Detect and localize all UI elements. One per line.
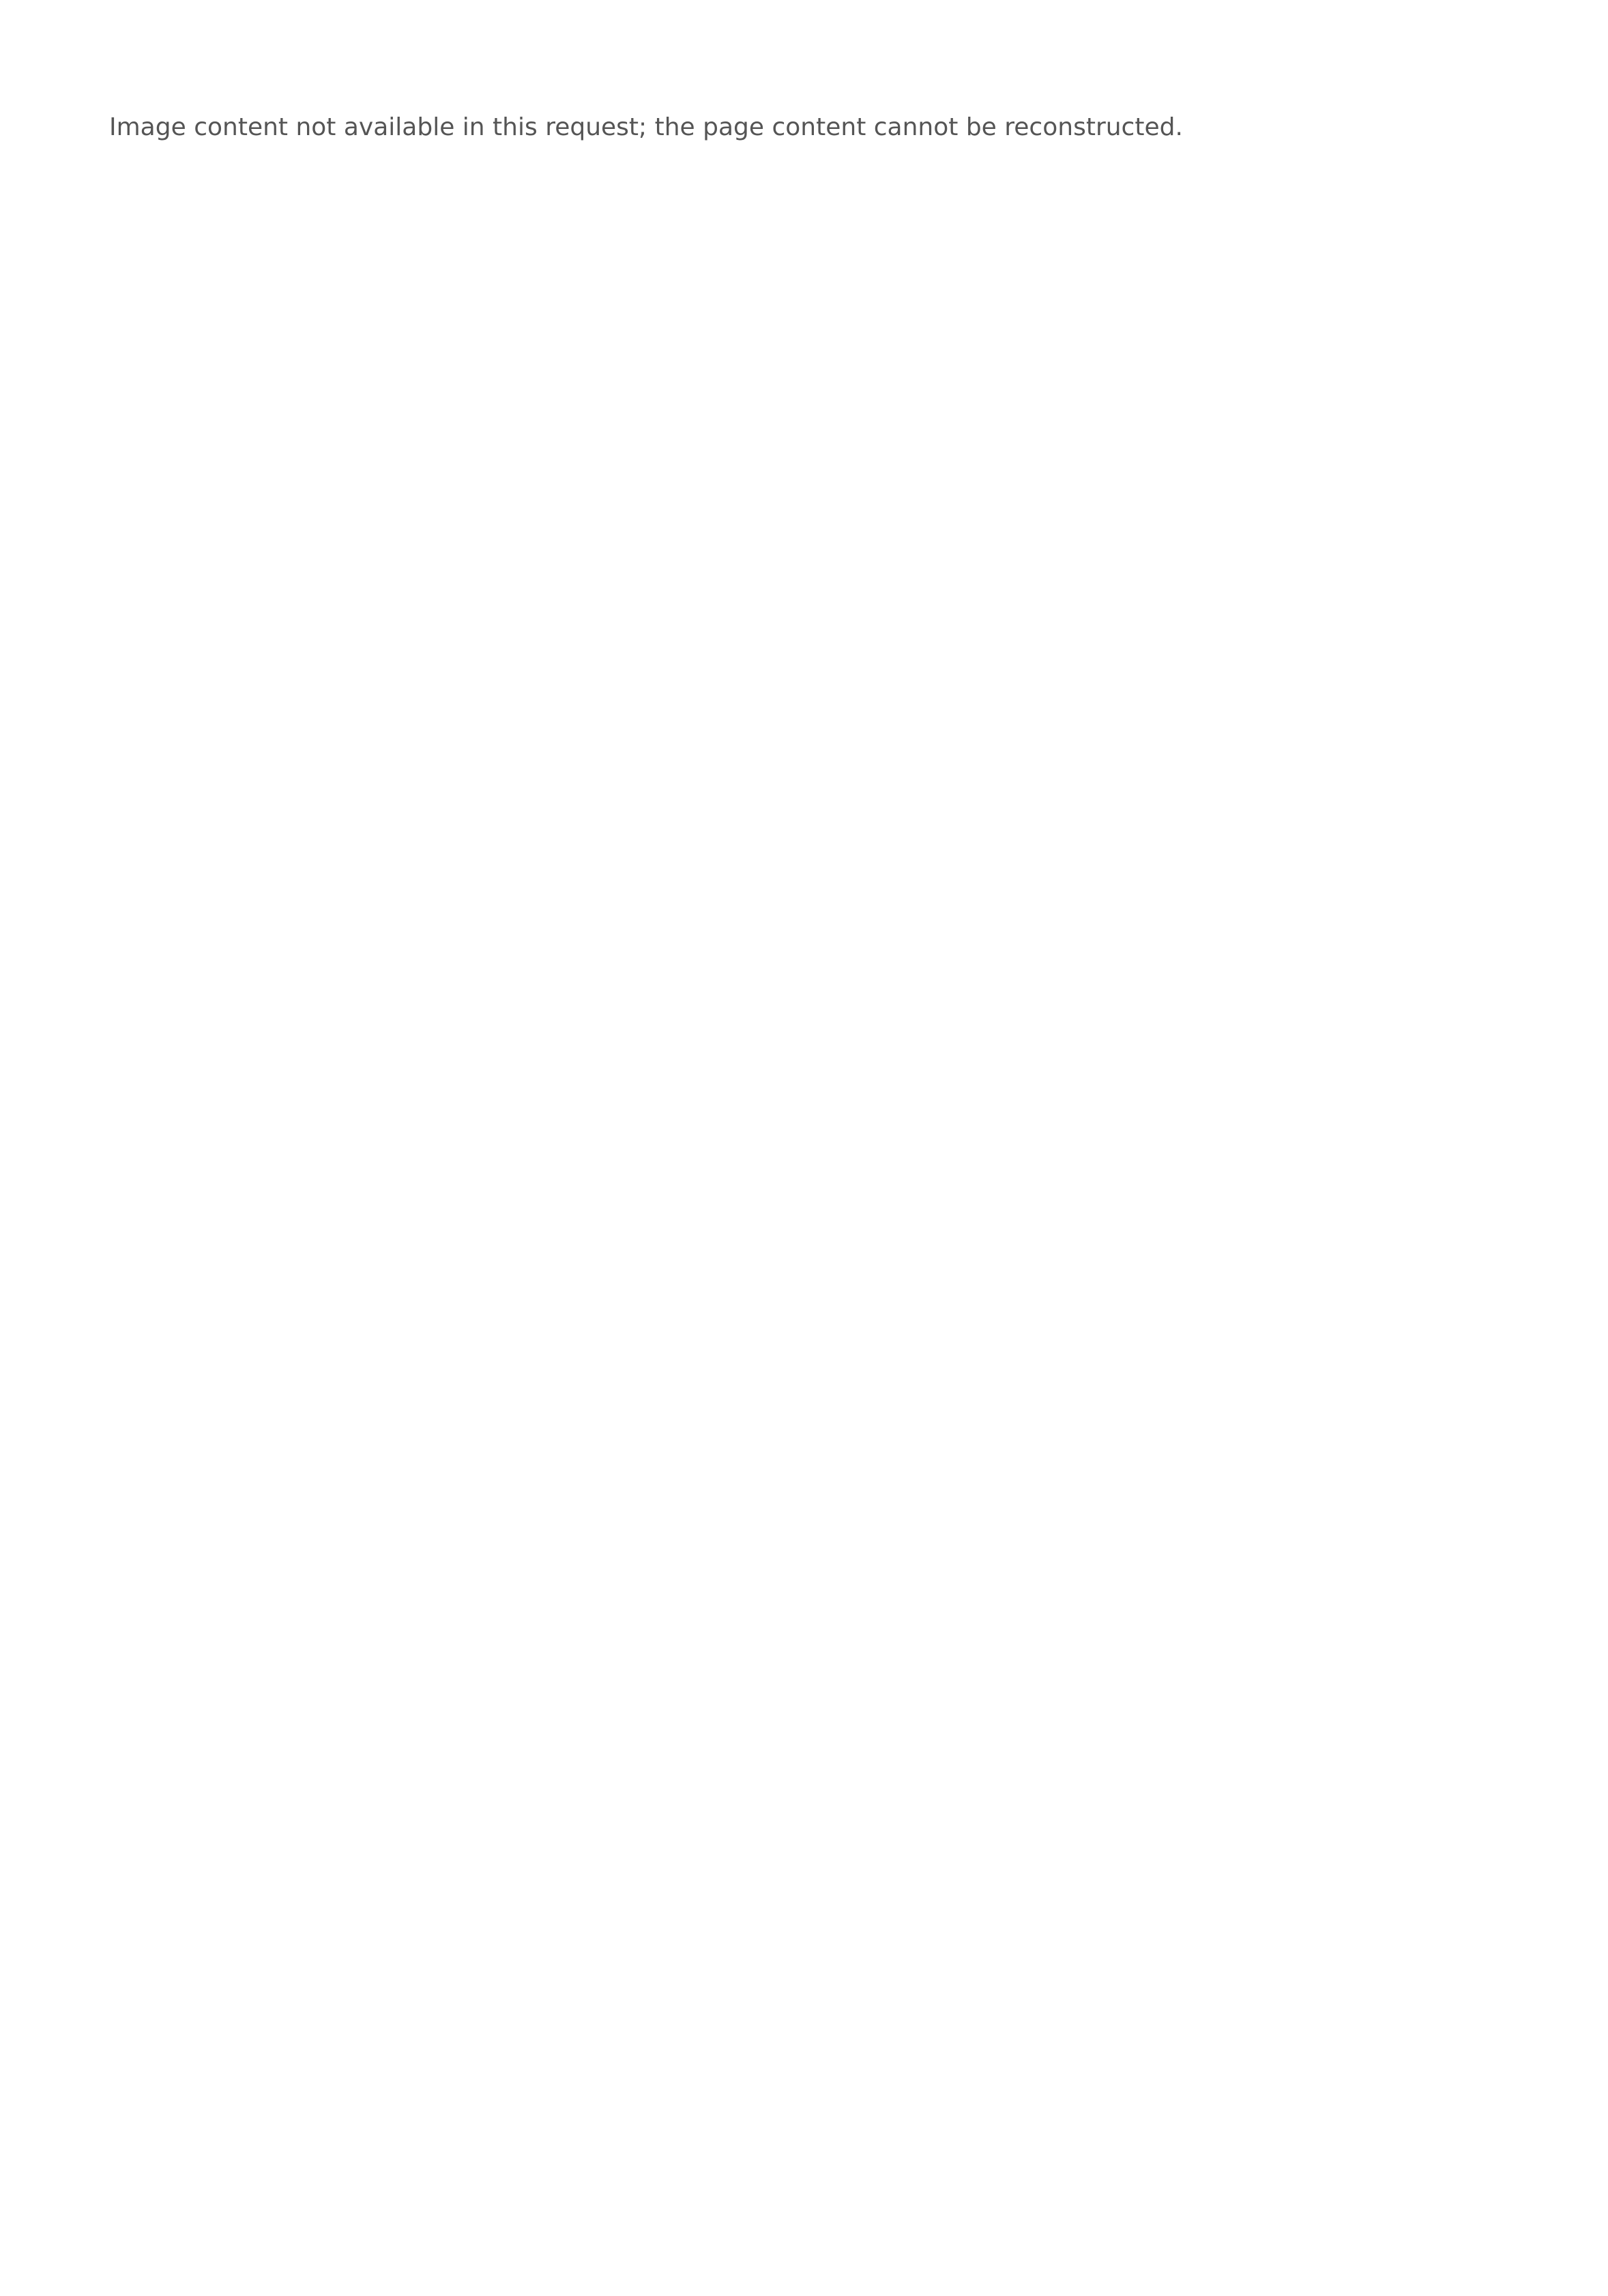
status-note: Image content not available in this request; the page content cannot be reconstructed. (109, 113, 1183, 141)
